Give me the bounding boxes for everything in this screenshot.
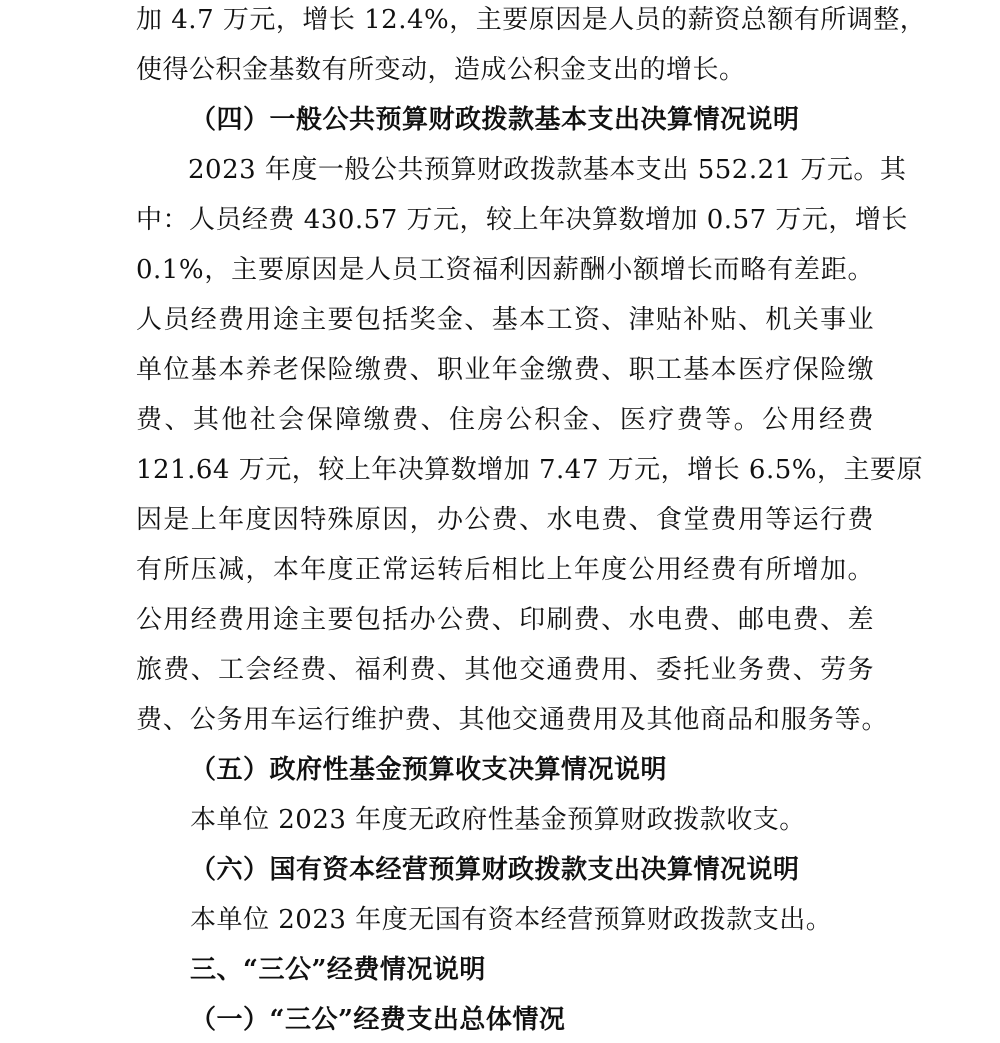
paragraph-line: 121.64 万元，较上年决算数增加 7.47 万元，增长 6.5%，主要原 xyxy=(136,455,923,485)
paragraph-line: 加 4.7 万元，增长 12.4%，主要原因是人员的薪资总额有所调整， xyxy=(136,5,927,35)
paragraph-line: 0.1%，主要原因是人员工资福利因薪酬小额增长而略有差距。 xyxy=(136,255,874,285)
paragraph-line: 费、公务用车运行维护费、其他交通费用及其他商品和服务等。 xyxy=(136,705,888,735)
paragraph-line: 公用经费用途主要包括办公费、印刷费、水电费、邮电费、差 xyxy=(136,605,874,635)
paragraph-line: 2023 年度一般公共预算财政拨款基本支出 552.21 万元。其 xyxy=(188,155,907,185)
paragraph-line: 因是上年度因特殊原因，办公费、水电费、食堂费用等运行费 xyxy=(136,505,874,535)
section-heading: （五）政府性基金预算收支决算情况说明 xyxy=(190,755,668,785)
paragraph-line: 单位基本养老保险缴费、职业年金缴费、职工基本医疗保险缴 xyxy=(136,355,874,385)
paragraph-line: 使得公积金基数有所变动，造成公积金支出的增长。 xyxy=(136,55,746,85)
chapter-heading: 三、“三公”经费情况说明 xyxy=(190,955,486,985)
paragraph-line: 中：人员经费 430.57 万元，较上年决算数增加 0.57 万元，增长 xyxy=(136,205,908,235)
section-heading: （六）国有资本经营预算财政拨款支出决算情况说明 xyxy=(190,855,800,885)
section-heading: （一）“三公”经费支出总体情况 xyxy=(190,1005,566,1035)
paragraph-line: 人员经费用途主要包括奖金、基本工资、津贴补贴、机关事业 xyxy=(136,305,874,335)
paragraph-line: 费、其他社会保障缴费、住房公积金、医疗费等。公用经费 xyxy=(136,405,874,435)
paragraph-line: 旅费、工会经费、福利费、其他交通费用、委托业务费、劳务 xyxy=(136,655,874,685)
paragraph-line: 有所压减，本年度正常运转后相比上年度公用经费有所增加。 xyxy=(136,555,874,585)
paragraph-line: 本单位 2023 年度无国有资本经营预算财政拨款支出。 xyxy=(190,905,833,935)
section-heading: （四）一般公共预算财政拨款基本支出决算情况说明 xyxy=(190,105,800,135)
paragraph-line: 本单位 2023 年度无政府性基金预算财政拨款收支。 xyxy=(190,805,806,835)
